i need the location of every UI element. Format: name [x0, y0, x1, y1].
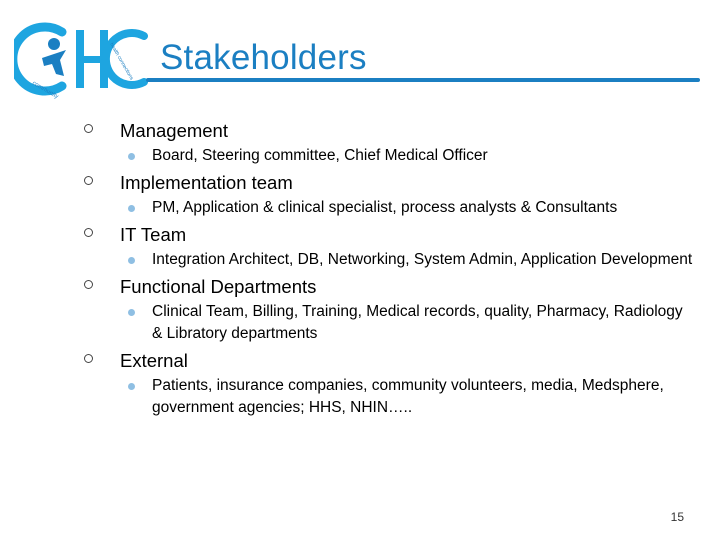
dot-bullet-icon — [128, 153, 135, 160]
hollow-circle-bullet-icon — [84, 228, 93, 237]
sub-item-row — [84, 249, 694, 271]
stakeholder-list — [84, 118, 694, 422]
list-item-label-row — [84, 348, 694, 373]
page-number: 15 — [670, 510, 684, 524]
list-item-label: External — [120, 350, 188, 371]
list-item-implementation-team — [84, 170, 694, 219]
sub-item-text: Clinical Team, Billing, Training, Medical records, quality, Pharmacy, Radiology & Libratory departments — [152, 303, 683, 342]
hollow-circle-bullet-icon — [84, 280, 93, 289]
list-item-functional-departments — [84, 274, 694, 345]
dot-bullet-icon — [128, 257, 135, 264]
list-item-label-row — [84, 118, 694, 143]
dot-bullet-icon — [128, 309, 135, 316]
sub-item-text: Patients, insurance companies, community volunteers, media, Medsphere, government agencies; HHS, NHIN….. — [152, 377, 664, 416]
chc-logo-icon — [14, 14, 164, 104]
hollow-circle-bullet-icon — [84, 176, 93, 185]
dot-bullet-icon — [128, 383, 135, 390]
page-title: Stakeholders — [160, 38, 367, 77]
sub-item-row — [84, 375, 694, 419]
list-item-management — [84, 118, 694, 167]
list-item-label: IT Team — [120, 224, 187, 245]
list-item-label: Functional Departments — [120, 276, 317, 297]
sub-item-row — [84, 145, 694, 167]
title-underline — [146, 78, 700, 82]
list-item-label: Management — [120, 120, 228, 141]
sub-item-text: PM, Application & clinical specialist, process analysts & Consultants — [152, 199, 618, 216]
list-item-it-team — [84, 222, 694, 271]
dot-bullet-icon — [128, 205, 135, 212]
list-item-label: Implementation team — [120, 172, 293, 193]
sub-item-text: Board, Steering committee, Chief Medical Officer — [152, 147, 488, 164]
sub-item-row — [84, 197, 694, 219]
list-item-label-row — [84, 222, 694, 247]
svg-text:community: community — [31, 80, 60, 101]
svg-text:health connections: health connections — [108, 42, 135, 82]
hollow-circle-bullet-icon — [84, 124, 93, 133]
list-item-label-row — [84, 274, 694, 299]
hollow-circle-bullet-icon — [84, 354, 93, 363]
list-item-label-row — [84, 170, 694, 195]
sub-item-row — [84, 301, 694, 345]
list-item-external — [84, 348, 694, 419]
chc-logo — [14, 14, 164, 104]
sub-item-text: Integration Architect, DB, Networking, System Admin, Application Development — [152, 251, 693, 268]
